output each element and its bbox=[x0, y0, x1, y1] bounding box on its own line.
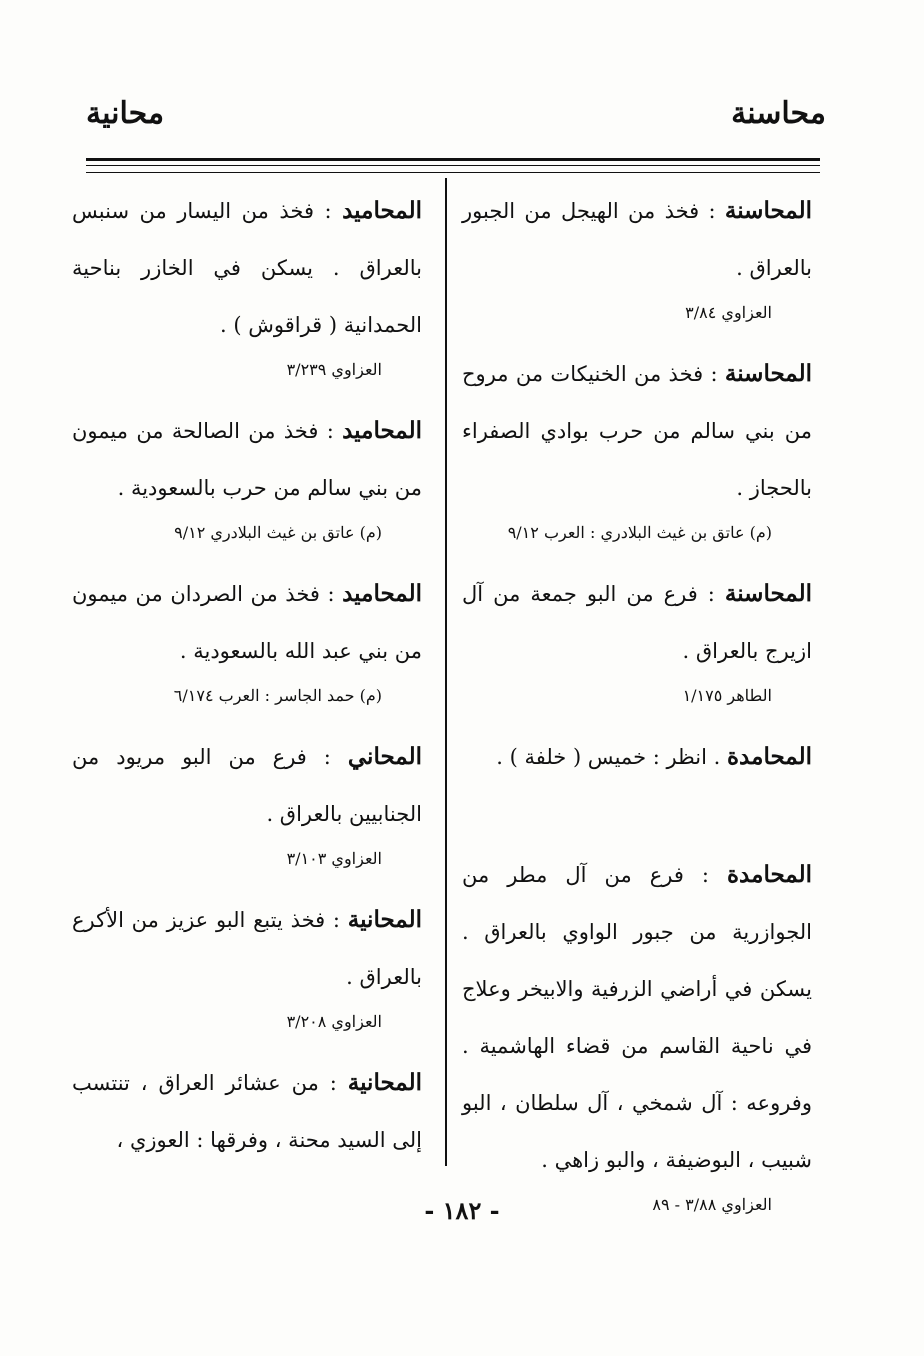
entry-body: . انظر : خميس ( خلفة ) . bbox=[496, 745, 727, 769]
entry-text bbox=[72, 728, 422, 843]
entry bbox=[462, 345, 812, 545]
entry bbox=[462, 728, 812, 786]
entry-body: : من عشائر العراق ، تنتسب إلى السيد محنة ، وفرقها : العوزي ، bbox=[72, 1071, 422, 1152]
entry bbox=[72, 182, 422, 382]
entry-reference: العزاوي ٣/٢٠٨ bbox=[286, 1012, 382, 1031]
entry-reference: (م) عاتق بن غيث البلادري : العرب ٩/١٢ bbox=[507, 523, 772, 542]
entry bbox=[72, 402, 422, 545]
entry-text bbox=[462, 846, 812, 1189]
entry-body: : فخذ من اليسار من سنبس بالعراق . يسكن في الخازر بناحية الحمدانية ( قراقوش ) . bbox=[72, 199, 422, 337]
entry-text bbox=[462, 728, 812, 786]
entry-text bbox=[462, 345, 812, 517]
entry-reference: العزاوي ٣/١٠٣ bbox=[286, 849, 382, 868]
entry bbox=[72, 565, 422, 708]
entry-body: : فخذ من الخنيكات من مروح من بني سالم من حرب بوادي الصفراء بالحجاز . bbox=[462, 362, 812, 500]
entry-body: : فخذ من الصالحة من ميمون من بني سالم من حرب بالسعودية . bbox=[72, 419, 422, 500]
entry-body: : فخذ من الهيجل من الجبور بالعراق . bbox=[462, 199, 812, 280]
entry bbox=[72, 1054, 422, 1169]
entry-text bbox=[462, 565, 812, 680]
entry bbox=[462, 565, 812, 708]
entry-headword: المحانية bbox=[347, 1069, 422, 1096]
running-header-right: محاسنة bbox=[731, 96, 826, 131]
entry-headword: المحاميد bbox=[342, 580, 422, 607]
header-rule-thin bbox=[86, 165, 820, 166]
entry-headword: المحامدة bbox=[727, 861, 812, 888]
entry bbox=[462, 846, 812, 1217]
entry-reference: (م) عاتق بن غيث البلادري ٩/١٢ bbox=[174, 523, 382, 542]
page-number: - ١٨٢ - bbox=[424, 1196, 500, 1225]
entry bbox=[462, 182, 812, 325]
entry-text bbox=[72, 891, 422, 1006]
entry-headword: المحانية bbox=[347, 906, 422, 933]
entry-headword: المحاني bbox=[347, 743, 422, 770]
running-header-left: محانية bbox=[86, 96, 165, 131]
entry-reference: العزاوي ٣/٨٤ bbox=[685, 303, 772, 322]
column-divider bbox=[445, 178, 447, 1166]
entry-text bbox=[72, 1054, 422, 1169]
entry-headword: المحاميد bbox=[342, 197, 422, 224]
entry-headword: المحاسنة bbox=[724, 197, 812, 224]
entry-body: : فرع من البو جمعة من آل ازيرج بالعراق . bbox=[462, 582, 812, 663]
entry bbox=[72, 728, 422, 871]
entry-reference: (م) حمد الجاسر : العرب ٦/١٧٤ bbox=[173, 686, 382, 705]
entry-headword: المحاسنة bbox=[724, 360, 812, 387]
entry-body: : فخذ من الصردان من ميمون من بني عبد الله بالسعودية . bbox=[72, 582, 422, 663]
entry-body: : فرع من البو مريود من الجنابيين بالعراق . bbox=[72, 745, 422, 826]
entry bbox=[72, 891, 422, 1034]
entry-headword: المحاميد bbox=[342, 417, 422, 444]
entry-reference: العزاوي ٣/٢٣٩ bbox=[286, 360, 382, 379]
entry-headword: المحامدة bbox=[727, 743, 812, 770]
entry-text bbox=[462, 182, 812, 297]
header-rule-thick bbox=[86, 158, 820, 161]
header-rule-thin-lower bbox=[86, 172, 820, 173]
entry-headword: المحاسنة bbox=[724, 580, 812, 607]
right-column bbox=[462, 182, 812, 1217]
entry-body: : فخذ يتبع البو عزيز من الأكرع بالعراق . bbox=[72, 908, 422, 989]
left-column bbox=[72, 182, 422, 1169]
entry-body: : فرع من آل مطر من الجوازرية من جبور الواوي بالعراق . يسكن في أراضي الزرفية والابيخر وعلاج في ناحية القاسم من قضاء الهاشمية . وفروعه : آل شمخي ، آل سلطان ، البو شبيب ، البوضيفة ، والبو زاهي . bbox=[462, 863, 812, 1172]
entry-text bbox=[72, 402, 422, 517]
entry-text bbox=[72, 565, 422, 680]
entry-reference: الطاهر ١/١٧٥ bbox=[682, 686, 772, 705]
entry-reference: العزاوي ٣/٨٨ - ٨٩ bbox=[652, 1195, 772, 1214]
entry-text bbox=[72, 182, 422, 354]
